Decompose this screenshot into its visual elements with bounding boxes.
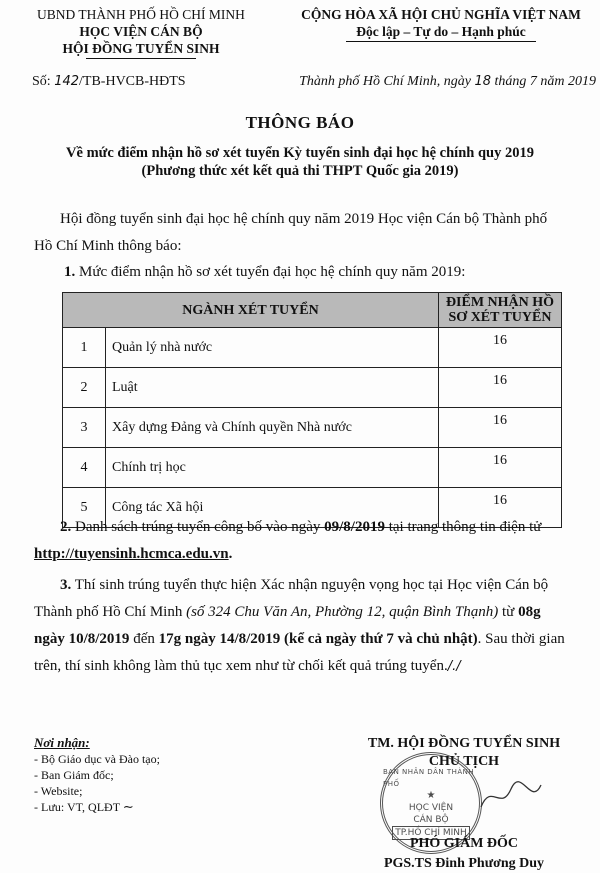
seal-line-2: CÁN BỘ: [413, 815, 449, 825]
row-number: 1: [63, 328, 106, 368]
item-1-number: 1.: [64, 264, 76, 280]
motto-underline: [346, 41, 536, 42]
table-row: [63, 328, 562, 368]
recipient-item: - Bộ Giáo dục và Đào tạo;: [34, 752, 160, 766]
handwritten-day: 18: [474, 74, 491, 89]
org-underline: [86, 58, 196, 59]
item-3: 3. Thí sinh trúng tuyển thực hiện Xác nhận nguyện vọng học tại Học viện Cán bộ Thành phố Hồ Chí Minh (số 324 Chu Văn An, Phường 12, quận Bình Thạnh) từ 08g ngày 10/8/2019 đến 17g ngày 14/8/2019 (kể cả ngày thứ 7 và chủ nhật). Sau thời gian trên, thí sinh không làm thủ tục xem như từ chối kết quả trúng tuyển././: [34, 577, 565, 674]
table-row: [63, 448, 562, 488]
weekend-note: (kể cả ngày thứ 7 và chủ nhật): [284, 631, 478, 647]
major-name: Xây dựng Đảng và Chính quyền Nhà nước: [106, 408, 439, 448]
handwritten-mark: /./: [447, 659, 461, 674]
score-value: 16: [439, 408, 562, 448]
document-title: THÔNG BÁO: [245, 113, 355, 132]
subtitle-line-1: Về mức điểm nhận hồ sơ xét tuyển Kỳ tuyển sinh đại học hệ chính quy 2019: [66, 145, 534, 161]
table-header-row: [63, 293, 562, 328]
recipient-item: - Website;: [34, 784, 83, 798]
recipient-item: - Lưu: VT, QLĐT ∼: [34, 800, 134, 815]
recipients-title: Nơi nhận:: [34, 735, 90, 750]
row-number: 3: [63, 408, 106, 448]
item-1: [64, 264, 465, 281]
seal-line-1: HỌC VIỆN: [408, 803, 454, 813]
org-line-3: HỘI ĐỒNG TUYỂN SINH: [62, 41, 220, 56]
seal-outer-text: BAN NHÂN DÂN THÀNH PHỐ: [383, 768, 475, 788]
org-line-2: HỌC VIỆN CÁN BỘ: [79, 24, 203, 39]
score-value: 16: [439, 488, 562, 528]
row-number: 2: [63, 368, 106, 408]
seal-line-3: TP.HỒ CHÍ MINH: [392, 826, 470, 840]
item-2-number: 2.: [60, 519, 72, 535]
recipients: [34, 735, 160, 816]
table-row: [63, 368, 562, 408]
score-value: 16: [439, 328, 562, 368]
end-time: 17g ngày 14/8/2019: [158, 631, 281, 647]
handwritten-initial: ∼: [122, 800, 134, 815]
document-subtitle: [20, 144, 580, 180]
signature-chair: CHỦ TỊCH: [428, 754, 500, 769]
subtitle-line-2: (Phương thức xét kết quả thi THPT Quốc gia 2019): [141, 163, 459, 179]
document-number: Số: 142/TB-HVCB-HĐTS: [32, 74, 186, 89]
header-major: NGÀNH XÉT TUYỂN: [63, 293, 439, 328]
major-name: Luật: [106, 368, 439, 408]
nation-line: CỘNG HÒA XÃ HỘI CHỦ NGHĨA VIỆT NAM: [301, 7, 581, 22]
signature-org: TM. HỘI ĐỒNG TUYỂN SINH: [367, 736, 561, 751]
intro-paragraph: Hội đồng tuyển sinh đại học hệ chính quy năm 2019 Học viện Cán bộ Thành phố Hồ Chí Minh thông báo:: [34, 211, 548, 254]
start-time: 08g ngày 10/8/2019: [34, 604, 541, 647]
seal-star-icon: ★: [426, 790, 436, 801]
handwritten-number: 142: [54, 74, 80, 89]
table-row: [63, 408, 562, 448]
major-name: Chính trị học: [106, 448, 439, 488]
signature-name: PGS.TS Đinh Phương Duy: [383, 856, 545, 871]
website-link[interactable]: http://tuyensinh.hcmca.edu.vn: [34, 546, 229, 562]
row-number: 4: [63, 448, 106, 488]
item-1-text: Mức điểm nhận hồ sơ xét tuyển đại học hệ chính quy năm 2019:: [79, 264, 466, 280]
signature-scribble-icon: [476, 777, 546, 817]
issue-date: Thành phố Hồ Chí Minh, ngày 18 tháng 7 năm 2019: [299, 74, 596, 89]
national-heading: [288, 6, 594, 42]
signature-role: PHÓ GIÁM ĐỐC: [409, 836, 519, 851]
header-score: ĐIỂM NHẬN HỒ SƠ XÉT TUYỂN: [439, 293, 562, 328]
address: (số 324 Chu Văn An, Phường 12, quận Bình Thạnh): [186, 604, 499, 620]
score-table: [62, 292, 562, 528]
item-2: 2. Danh sách trúng tuyển công bố vào ngày 09/8/2019 tại trang thông tin điện tử http://tuyensinh.hcmca.edu.vn.: [34, 519, 542, 562]
motto: Độc lập – Tự do – Hạnh phúc: [356, 24, 526, 39]
major-name: Công tác Xã hội: [106, 488, 439, 528]
org-line-1: UBND THÀNH PHỐ HỒ CHÍ MINH: [37, 7, 245, 22]
row-number: 5: [63, 488, 106, 528]
issuing-organization: [6, 6, 276, 59]
major-name: Quản lý nhà nước: [106, 328, 439, 368]
recipient-item: - Ban Giám đốc;: [34, 768, 114, 782]
announcement-date: 09/8/2019: [324, 519, 385, 535]
item-3-number: 3.: [60, 577, 72, 593]
score-value: 16: [439, 448, 562, 488]
score-value: 16: [439, 368, 562, 408]
